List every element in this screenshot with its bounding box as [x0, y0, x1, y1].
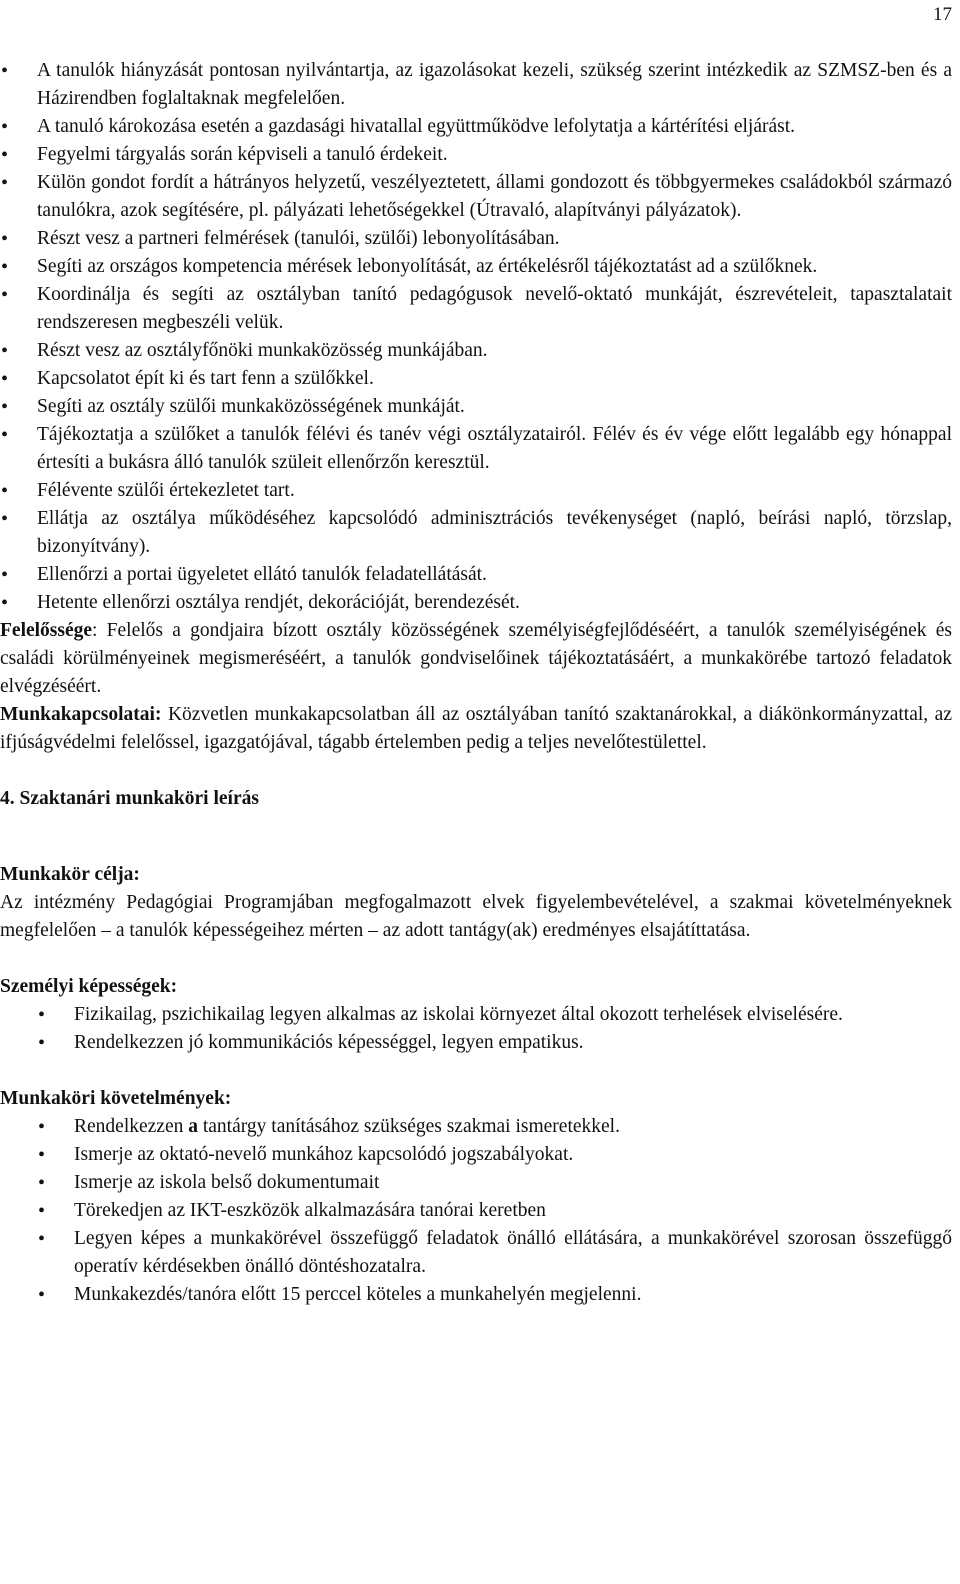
list-item: • A tanuló károkozása esetén a gazdasági hivatallal együttműködve lefolytatja a kártérítési eljárást. [0, 113, 952, 141]
page-number: 17 [933, 4, 952, 25]
list-item: • Külön gondot fordít a hátrányos helyzetű, veszélyeztetett, állami gondozott és többgyermekes családokból származó tanulókra, azok segítésére, pl. pályázati lehetőségekkel (Útravaló, alapítványi pályázatok). [0, 169, 952, 225]
list-item: • Koordinálja és segíti az osztályban tanító pedagógusok nevelő-oktató munkáját, észrevételeit, tapasztalatait rendszeresen megbeszéli velük. [0, 281, 952, 337]
relations-label: Munkakapcsolatai: [0, 704, 162, 725]
requirements-list [37, 1113, 952, 1309]
responsibility-paragraph [0, 617, 952, 701]
responsibility-text: : Felelős a gondjaira bízott osztály közösségének személyiségfejlődéséért, a tanulók személyiségének és családi körülményeinek megismeréséért, a tanulók gondviselőinek tájékoztatásáért, a munkakörébe tartozó feladatok elvégzéséért. [0, 620, 952, 697]
list-item: • Fizikailag, pszichikailag legyen alkalmas az iskolai környezet által okozott terhelések elviselésére. [37, 1001, 952, 1029]
list-item: • Segíti az országos kompetencia mérések lebonyolítását, az értékelésről tájékoztatást ad a szülőknek. [0, 253, 952, 281]
list-item: • Félévente szülői értekezletet tart. [0, 477, 952, 505]
relations-paragraph [0, 701, 952, 757]
abilities-label: Személyi képességek: [0, 976, 178, 997]
list-item: • Tájékoztatja a szülőket a tanulók félévi és tanév végi osztályzatairól. Félév és év vége előtt legalább egy hónappal értesíti a bukásra álló tanulók szüleit ellenőrzőn keresztül. [0, 421, 952, 477]
list-item: • Fegyelmi tárgyalás során képviseli a tanuló érdekeit. [0, 141, 952, 169]
list-item: • Rendelkezzen jó kommunikációs képességgel, legyen empatikus. [37, 1029, 952, 1057]
list-item: • A tanulók hiányzását pontosan nyilvántartja, az igazolásokat kezeli, szükség szerint intézkedik az SZMSZ-ben és a Házirendben foglaltaknak megfelelően. [0, 57, 952, 113]
list-item: • Legyen képes a munkakörével összefüggő feladatok önálló ellátására, a munkakörével szorosan összefüggő operatív kérdésekben önálló döntéshozatalra. [37, 1225, 952, 1281]
list-item: • Ismerje az iskola belső dokumentumait [37, 1169, 952, 1197]
document-body [0, 57, 952, 1309]
relations-text: Közvetlen munkakapcsolatban áll az osztályában tanító szaktanárokkal, a diákönkormányzattal, az ifjúságvédelmi felelőssel, igazgatójával, tágabb értelemben pedig a teljes nevelőtestülettel. [0, 704, 952, 753]
duties-list [0, 57, 952, 617]
list-item: • Részt vesz a partneri felmérések (tanulói, szülői) lebonyolításában. [0, 225, 952, 253]
list-item: • Ellenőrzi a portai ügyeletet ellátó tanulók feladatellátását. [0, 561, 952, 589]
abilities-list [37, 1001, 952, 1057]
list-item: • Ellátja az osztálya működéséhez kapcsolódó adminisztrációs tevékenységet (napló, beírási napló, törzslap, bizonyítvány). [0, 505, 952, 561]
requirement-prefix: Rendelkezzen [74, 1116, 189, 1137]
goal-text: Az intézmény Pedagógiai Programjában megfogalmazott elvek figyelembevételével, a szakmai követelményeknek megfelelően – a tanulók képességeihez mérten – az adott tantágy(ak) eredményes elsajátíttatása. [0, 892, 952, 941]
list-item: • Törekedjen az IKT-eszközök alkalmazására tanórai keretben [37, 1197, 952, 1225]
goal-label: Munkakör célja: [0, 864, 140, 885]
requirement-suffix: tantárgy tanításához szükséges szakmai ismeretekkel. [197, 1116, 620, 1137]
list-item: • Hetente ellenőrzi osztálya rendjét, dekorációját, berendezését. [0, 589, 952, 617]
responsibility-label: Felelőssége [0, 620, 93, 641]
list-item: • Munkakezdés/tanóra előtt 15 perccel köteles a munkahelyén megjelenni. [37, 1281, 952, 1309]
list-item: • Részt vesz az osztályfőnöki munkaközösség munkájában. [0, 337, 952, 365]
section-heading: 4. Szaktanári munkaköri leírás [0, 788, 259, 809]
list-item: • Ismerje az oktató-nevelő munkához kapcsolódó jogszabályokat. [37, 1141, 952, 1169]
list-item [37, 1113, 952, 1141]
list-item: • Segíti az osztály szülői munkaközösségének munkáját. [0, 393, 952, 421]
requirements-label: Munkaköri követelmények: [0, 1088, 232, 1109]
requirement-bold: a [188, 1116, 198, 1137]
list-item: • Kapcsolatot épít ki és tart fenn a szülőkkel. [0, 365, 952, 393]
